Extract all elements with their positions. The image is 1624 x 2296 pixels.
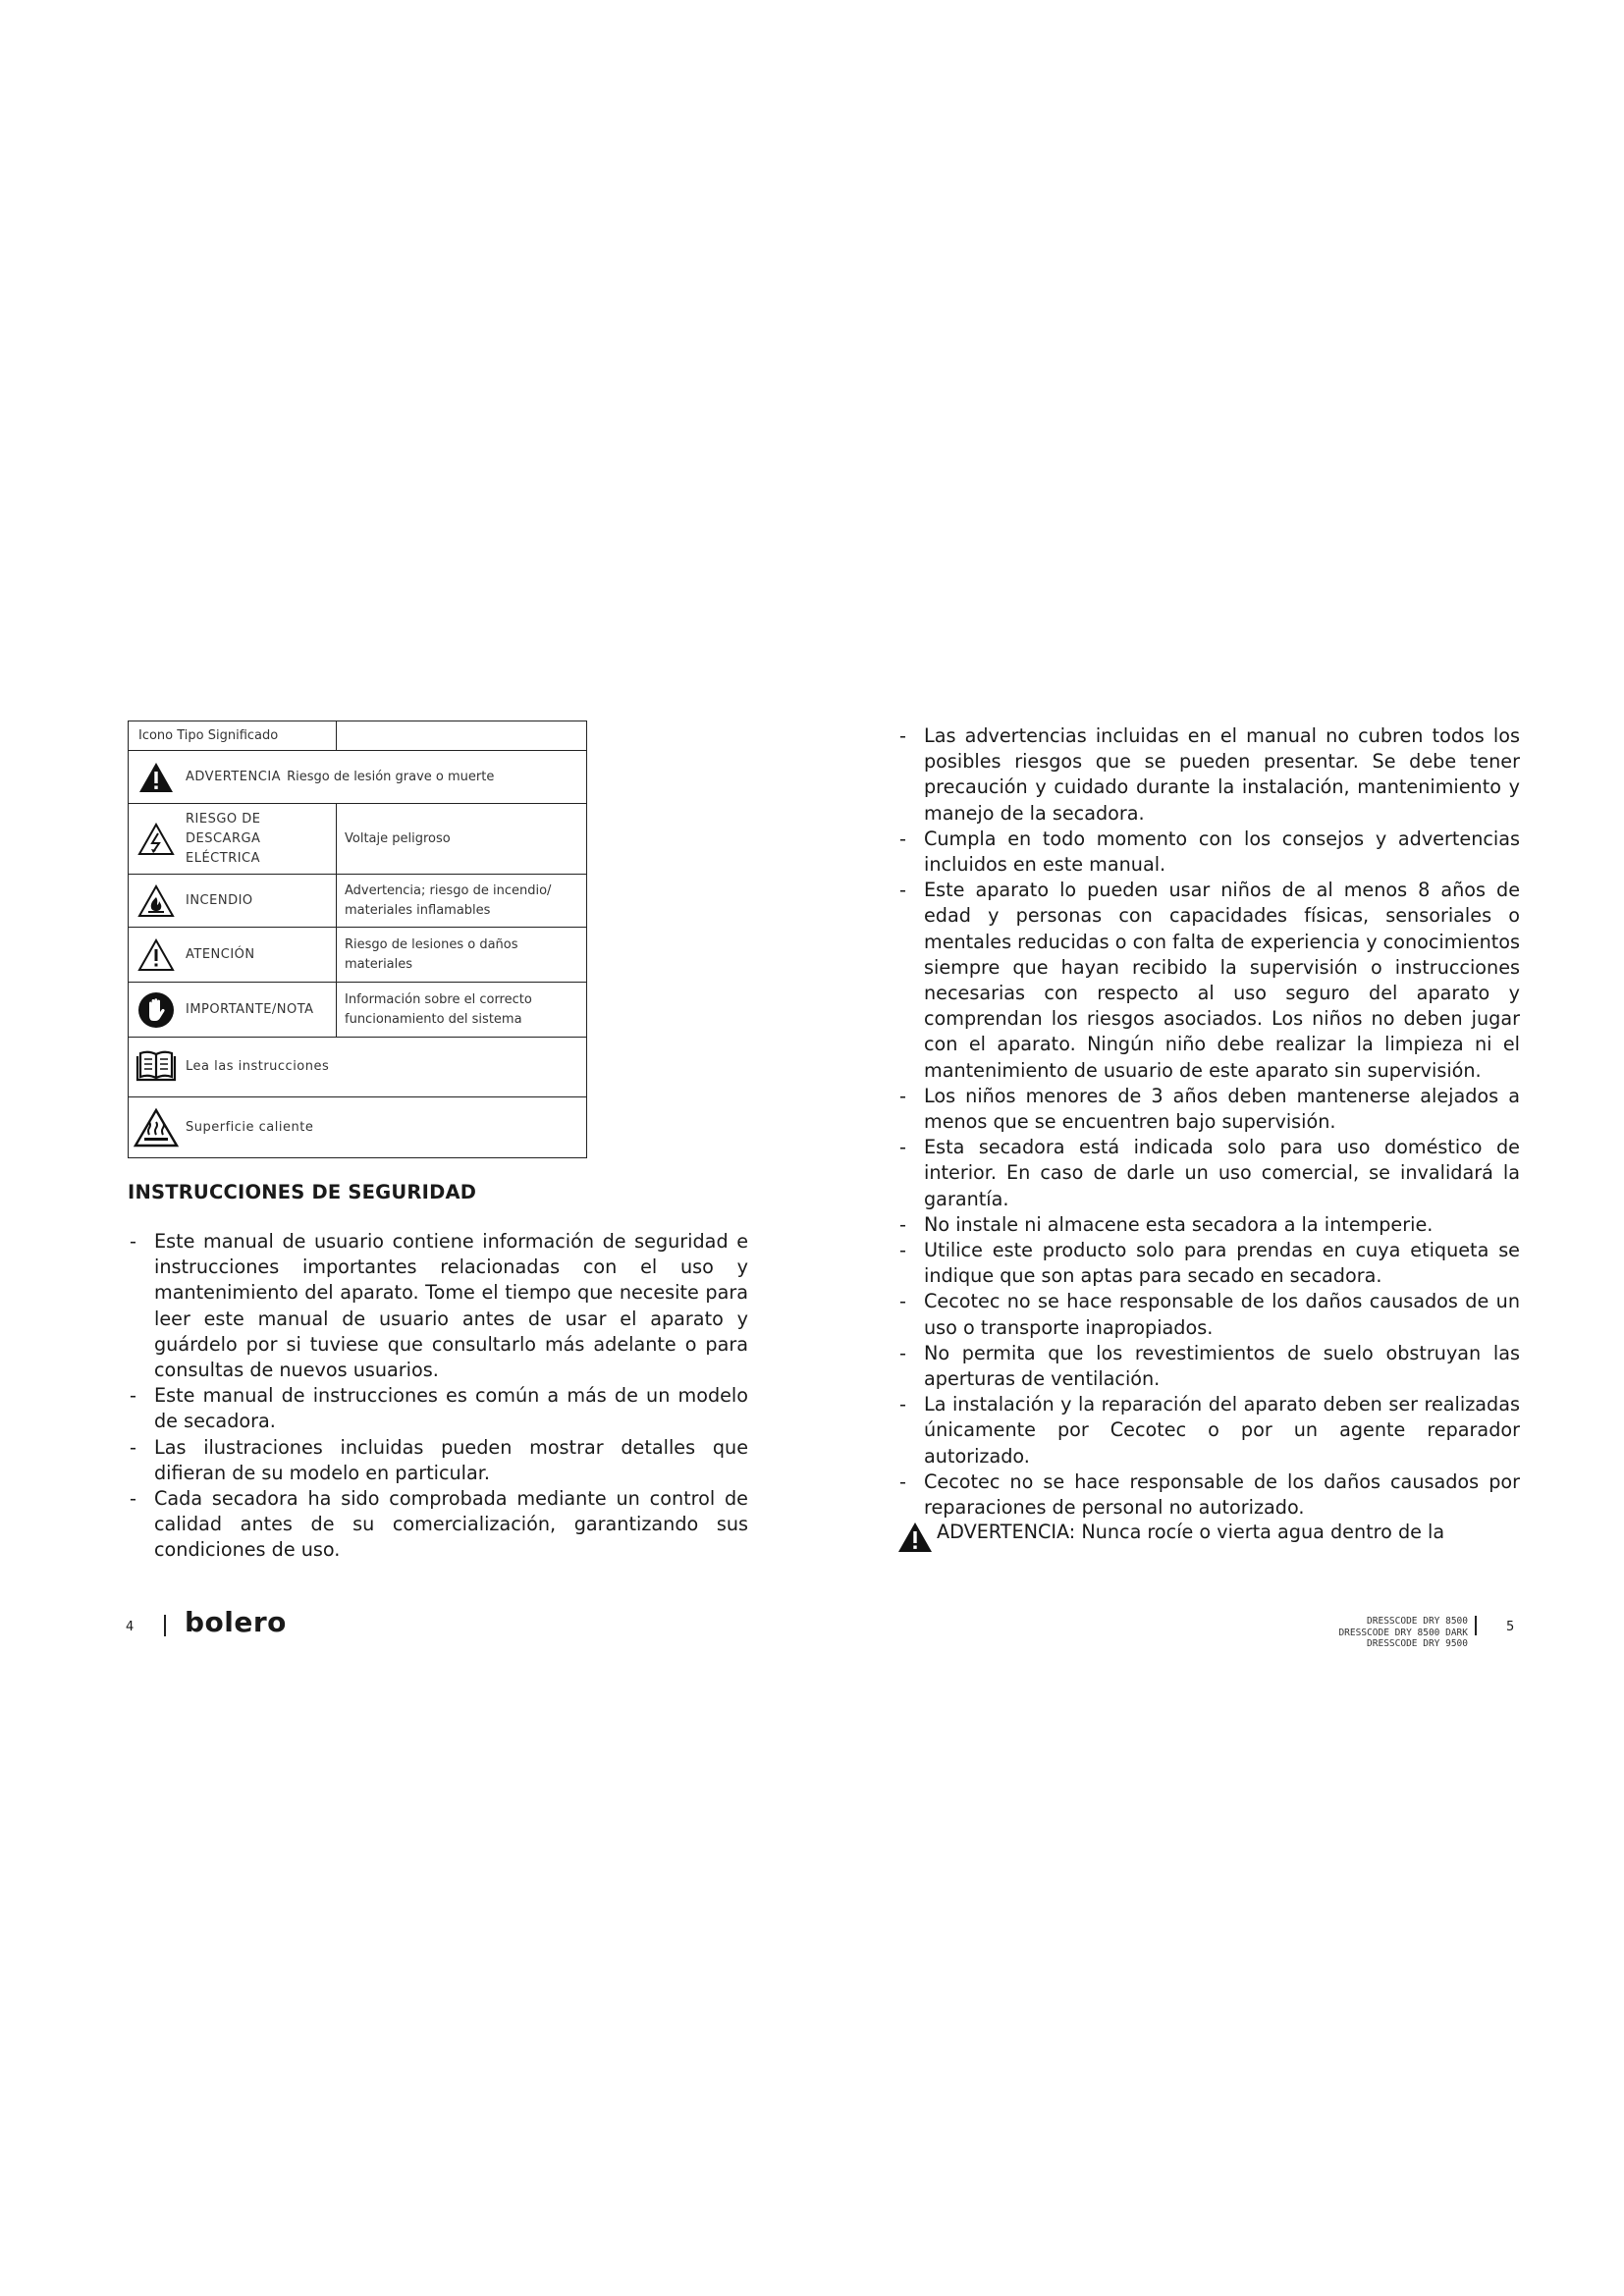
symbol-type: INCENDIO	[186, 892, 253, 908]
section-title: INSTRUCCIONES DE SEGURIDAD	[128, 1181, 477, 1203]
list-item: - Las advertencias incluidas en el manual no cubren todos los posibles riesgos que se pueden presentar. Se debe tener precaución y cuidado durante la instalación, mantenimiento y manejo de la secadora.	[897, 723, 1520, 827]
list-item: - Esta secadora está indicada solo para uso doméstico de interior. En caso de darle un uso comercial, se invalidará la garantía.	[897, 1135, 1520, 1212]
list-item: - Utilice este producto solo para prendas en cuya etiqueta se indique que son aptas para secado en secadora.	[897, 1238, 1520, 1289]
list-item: - Cecotec no se hace responsable de los daños causados por reparaciones de personal no autorizado.	[897, 1469, 1520, 1521]
table-header: Icono Tipo Significado	[129, 721, 337, 751]
warning-text: ADVERTENCIA: Nunca rocíe o vierta agua dentro de la	[937, 1521, 1445, 1543]
table-row	[129, 1038, 587, 1097]
list-item: - Este aparato lo pueden usar niños de al menos 8 años de edad y personas con capacidades físicas, sensoriales o mentales reducidas o con falta de experiencia y conocimientos siempre que hayan recibido la supervisión o instrucciones necesarias con respecto al uso seguro del aparato y comprendan los riesgos asociados. Los niños no deben jugar con el aparato. Ningún niño debe realizar la limpieza ni el mantenimiento de usuario de este aparato sin supervisión.	[897, 878, 1520, 1084]
symbol-meaning: Información sobre el correcto funcionamiento del sistema	[345, 991, 532, 1027]
page-number-left: 4	[126, 1620, 135, 1634]
symbol-type: IMPORTANTE/NOTA	[186, 1001, 314, 1017]
brand-logo: bolero	[185, 1606, 287, 1638]
list-item: - Los niños menores de 3 años deben mantenerse alejados a menos que se encuentren bajo supervisión.	[897, 1084, 1520, 1135]
page-number-right: 5	[1506, 1620, 1515, 1634]
model-name: DRESSCODE DRY 8500 DARK	[1338, 1627, 1468, 1638]
book-icon	[129, 1048, 184, 1086]
list-item: - Cumpla en todo momento con los consejos y advertencias incluidos en este manual.	[897, 827, 1520, 878]
symbol-type: ATENCIÓN	[186, 946, 255, 962]
list-item: - Cada secadora ha sido comprobada mediante un control de calidad antes de su comercialización, garantizando sus condiciones de uso.	[128, 1486, 748, 1564]
warning-filled-icon	[129, 762, 184, 793]
table-row	[129, 875, 587, 928]
symbol-meaning: Advertencia; riesgo de incendio/ materiales inflamables	[345, 882, 552, 918]
table-row	[129, 804, 587, 875]
list-item: - La instalación y la reparación del aparato deben ser realizadas únicamente por Cecotec o por un agente reparador autorizado.	[897, 1392, 1520, 1469]
table-row	[129, 1097, 587, 1158]
hot-surface-icon	[129, 1108, 184, 1148]
list-item: - No permita que los revestimientos de suelo obstruyan las aperturas de ventilación.	[897, 1341, 1520, 1392]
symbol-meaning: Voltaje peligroso	[345, 830, 451, 846]
divider	[1475, 1616, 1477, 1635]
symbol-type: Superficie caliente	[186, 1119, 314, 1135]
symbol-type: RIESGO DE DESCARGA ELÉCTRICA	[186, 811, 261, 866]
right-bullet-list	[897, 723, 1520, 1521]
symbol-type: ADVERTENCIA	[186, 769, 282, 784]
list-item: - Este manual de instrucciones es común a más de un modelo de secadora.	[128, 1383, 748, 1434]
symbol-type: Lea las instrucciones	[186, 1059, 330, 1074]
table-row	[129, 751, 587, 804]
divider	[164, 1615, 166, 1636]
list-item: - Este manual de usuario contiene información de seguridad e instrucciones importantes relacionadas con el uso y mantenimiento del aparato. Tome el tiempo que necesite para leer este manual de usuario antes de usar el aparato y guárdelo por si tuviese que consultarlo más adelante o para consultas de nuevos usuarios.	[128, 1229, 748, 1383]
symbol-meaning: Riesgo de lesión grave o muerte	[287, 770, 495, 784]
list-item: - Cecotec no se hace responsable de los daños causados de un uso o transporte inapropiados.	[897, 1289, 1520, 1340]
hand-stop-icon	[129, 991, 184, 1029]
warning-statement	[897, 1520, 1520, 1560]
fire-icon	[129, 884, 184, 918]
list-item: - Las ilustraciones incluidas pueden mostrar detalles que difieran de su modelo en particular.	[128, 1435, 748, 1486]
list-item: - No instale ni almacene esta secadora a la intemperie.	[897, 1212, 1520, 1238]
table-header-row	[129, 721, 587, 751]
table-row	[129, 928, 587, 983]
table-row	[129, 983, 587, 1038]
model-name: DRESSCODE DRY 9500	[1367, 1638, 1468, 1649]
left-bullet-list	[128, 1229, 748, 1564]
symbol-table	[128, 721, 587, 1158]
warning-filled-icon	[897, 1522, 937, 1560]
model-list	[1338, 1616, 1468, 1650]
electric-shock-icon	[129, 823, 184, 856]
symbol-meaning: Riesgo de lesiones o daños materiales	[345, 936, 518, 972]
model-name: DRESSCODE DRY 8500	[1367, 1616, 1468, 1627]
attention-icon	[129, 938, 184, 972]
